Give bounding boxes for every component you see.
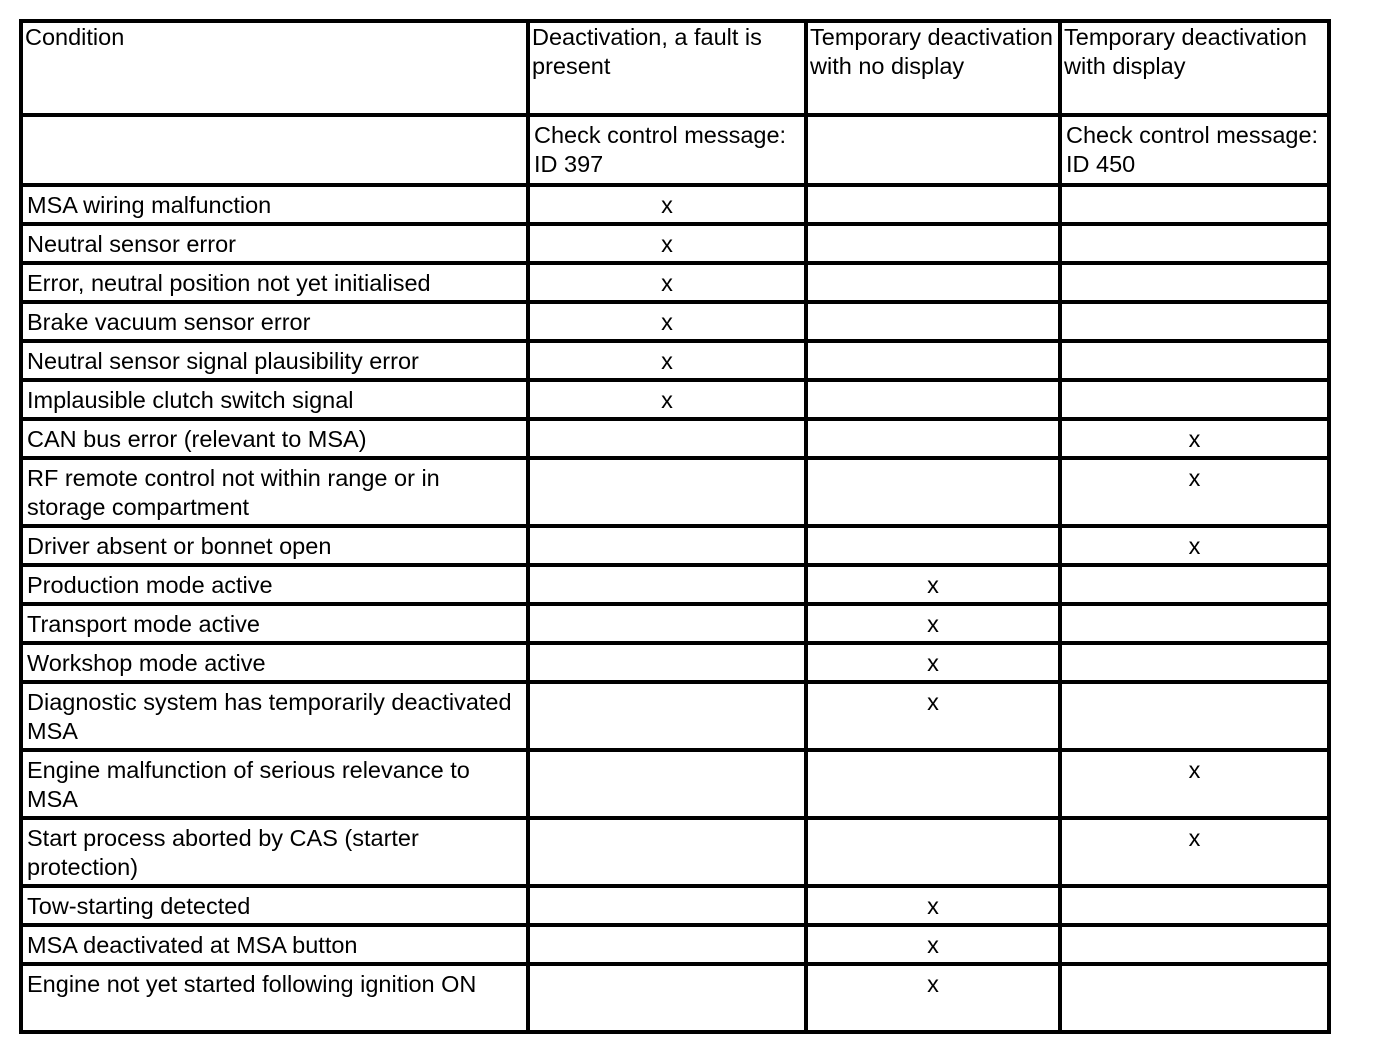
table-row [21, 750, 1329, 818]
temp-no-display-mark: x [806, 643, 1060, 682]
condition-cell: Engine malfunction of serious relevance to MSA [21, 750, 528, 818]
fault-mark [528, 419, 806, 458]
temp-display-mark [1060, 263, 1329, 302]
temp-display-mark: x [1060, 458, 1329, 526]
temp-display-mark: x [1060, 750, 1329, 818]
temp-no-display-mark [806, 818, 1060, 886]
table-row [21, 458, 1329, 526]
condition-cell: Tow-starting detected [21, 886, 528, 925]
fault-mark [528, 750, 806, 818]
msa-deactivation-table [19, 19, 1331, 1034]
condition-cell: Engine not yet started following ignition ON [21, 964, 528, 1032]
fault-mark [528, 526, 806, 565]
temp-display-mark: x [1060, 419, 1329, 458]
table-row [21, 818, 1329, 886]
fault-mark [528, 682, 806, 750]
table-row [21, 964, 1329, 1032]
temp-display-mark [1060, 643, 1329, 682]
fault-mark: x [528, 380, 806, 419]
condition-cell: Start process aborted by CAS (starter protection) [21, 818, 528, 886]
condition-cell: Diagnostic system has temporarily deactivated MSA [21, 682, 528, 750]
condition-cell: Neutral sensor signal plausibility error [21, 341, 528, 380]
temp-no-display-mark [806, 419, 1060, 458]
fault-mark [528, 565, 806, 604]
fault-mark [528, 643, 806, 682]
condition-cell: CAN bus error (relevant to MSA) [21, 419, 528, 458]
temp-no-display-mark [806, 341, 1060, 380]
fault-mark: x [528, 341, 806, 380]
temp-no-display-mark: x [806, 925, 1060, 964]
temp-no-display-mark: x [806, 565, 1060, 604]
temp-display-mark [1060, 224, 1329, 263]
header-condition: Condition [21, 21, 528, 115]
subheader-fault-message: Check control message: ID 397 [528, 115, 806, 185]
condition-cell: MSA deactivated at MSA button [21, 925, 528, 964]
condition-cell: Brake vacuum sensor error [21, 302, 528, 341]
temp-no-display-mark: x [806, 682, 1060, 750]
temp-no-display-mark [806, 263, 1060, 302]
temp-display-mark [1060, 604, 1329, 643]
subheader-empty [806, 115, 1060, 185]
temp-no-display-mark: x [806, 604, 1060, 643]
header-row [21, 21, 1329, 115]
condition-cell: MSA wiring malfunction [21, 185, 528, 224]
fault-mark [528, 964, 806, 1032]
table-row [21, 341, 1329, 380]
table-row [21, 604, 1329, 643]
condition-cell: Implausible clutch switch signal [21, 380, 528, 419]
temp-no-display-mark [806, 750, 1060, 818]
temp-no-display-mark: x [806, 886, 1060, 925]
table-row [21, 224, 1329, 263]
temp-display-mark [1060, 682, 1329, 750]
temp-display-mark [1060, 886, 1329, 925]
temp-display-mark: x [1060, 818, 1329, 886]
temp-display-mark [1060, 964, 1329, 1032]
condition-cell: RF remote control not within range or in storage compartment [21, 458, 528, 526]
fault-mark: x [528, 263, 806, 302]
table-row [21, 263, 1329, 302]
temp-no-display-mark [806, 458, 1060, 526]
temp-no-display-mark [806, 302, 1060, 341]
subheader-empty [21, 115, 528, 185]
subheader-display-message: Check control message: ID 450 [1060, 115, 1329, 185]
temp-display-mark [1060, 185, 1329, 224]
condition-cell: Production mode active [21, 565, 528, 604]
fault-mark: x [528, 224, 806, 263]
temp-display-mark [1060, 925, 1329, 964]
condition-cell: Error, neutral position not yet initialised [21, 263, 528, 302]
temp-display-mark: x [1060, 526, 1329, 565]
table-row [21, 682, 1329, 750]
fault-mark [528, 604, 806, 643]
table-row [21, 526, 1329, 565]
fault-mark [528, 458, 806, 526]
header-temporary-with-display: Temporary deactivation with display [1060, 21, 1329, 115]
subheader-row [21, 115, 1329, 185]
table-row [21, 380, 1329, 419]
fault-mark [528, 925, 806, 964]
condition-cell: Transport mode active [21, 604, 528, 643]
condition-cell: Neutral sensor error [21, 224, 528, 263]
temp-display-mark [1060, 341, 1329, 380]
fault-mark [528, 818, 806, 886]
fault-mark: x [528, 185, 806, 224]
temp-no-display-mark [806, 526, 1060, 565]
condition-cell: Driver absent or bonnet open [21, 526, 528, 565]
temp-no-display-mark [806, 380, 1060, 419]
temp-display-mark [1060, 380, 1329, 419]
fault-mark: x [528, 302, 806, 341]
temp-no-display-mark [806, 224, 1060, 263]
table-row [21, 185, 1329, 224]
temp-display-mark [1060, 302, 1329, 341]
table-row [21, 925, 1329, 964]
header-fault-present: Deactivation, a fault is present [528, 21, 806, 115]
table-row [21, 419, 1329, 458]
table-row [21, 565, 1329, 604]
table-row [21, 302, 1329, 341]
table-row [21, 643, 1329, 682]
header-temporary-no-display: Temporary deactivation with no display [806, 21, 1060, 115]
fault-mark [528, 886, 806, 925]
condition-cell: Workshop mode active [21, 643, 528, 682]
temp-display-mark [1060, 565, 1329, 604]
temp-no-display-mark: x [806, 964, 1060, 1032]
temp-no-display-mark [806, 185, 1060, 224]
table-row [21, 886, 1329, 925]
